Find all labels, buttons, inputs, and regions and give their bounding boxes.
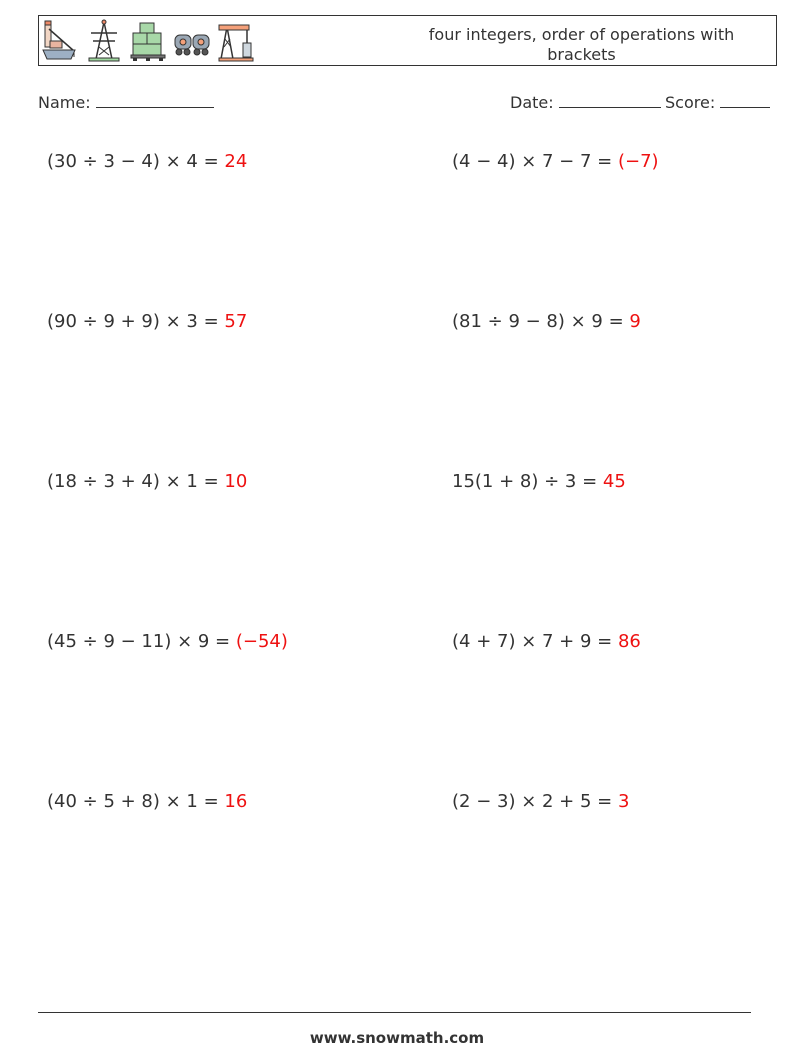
problem-8 [452, 631, 641, 652]
problem-7 [47, 631, 288, 652]
problem-4 [452, 311, 641, 332]
name-field[interactable] [38, 92, 214, 112]
power-tower-icon [85, 19, 123, 63]
footer-divider [38, 1012, 751, 1013]
problem-answer: (−7) [617, 151, 659, 172]
date-field[interactable] [510, 92, 661, 112]
problem-expression: (90 ÷ 9 + 9) × 3 = [47, 311, 225, 332]
score-blank[interactable] [720, 92, 770, 108]
date-label: Date: [510, 93, 554, 112]
score-field[interactable] [665, 92, 770, 112]
score-label: Score: [665, 93, 716, 112]
problem-answer: 86 [617, 631, 641, 652]
problem-expression: (18 ÷ 3 + 4) × 1 = [47, 471, 225, 492]
problem-answer: 24 [224, 151, 248, 172]
worksheet-title: four integers, order of operations with brackets [428, 25, 735, 64]
problem-expression: (4 − 4) × 7 − 7 = [452, 151, 618, 172]
problem-expression: (45 ÷ 9 − 11) × 9 = [47, 631, 236, 652]
problem-expression: (2 − 3) × 2 + 5 = [452, 791, 618, 812]
oil-pump-icon [217, 19, 255, 63]
name-label: Name: [38, 93, 91, 112]
problem-2 [452, 151, 659, 172]
problem-expression: (4 + 7) × 7 + 9 = [452, 631, 618, 652]
problem-answer: 10 [224, 471, 248, 492]
problem-answer: 16 [224, 791, 248, 812]
cargo-pallet-icon [129, 19, 167, 63]
problem-answer: 45 [602, 471, 626, 492]
crane-ship-icon [41, 19, 79, 63]
problem-9 [47, 791, 247, 812]
name-blank[interactable] [96, 92, 214, 108]
problem-10 [452, 791, 629, 812]
tanker-train-icon [173, 19, 211, 63]
problem-3 [47, 311, 247, 332]
problem-answer: (−54) [235, 631, 288, 652]
problem-expression: 15(1 + 8) ÷ 3 = [452, 471, 603, 492]
header-icons [41, 18, 255, 64]
problem-expression: (40 ÷ 5 + 8) × 1 = [47, 791, 225, 812]
date-blank[interactable] [559, 92, 661, 108]
worksheet-header [38, 15, 777, 66]
problem-answer: 3 [617, 791, 630, 812]
problem-expression: (30 ÷ 3 − 4) × 4 = [47, 151, 225, 172]
footer-url[interactable]: www.snowmath.com [309, 1029, 485, 1047]
problem-answer: 9 [629, 311, 641, 332]
problem-6 [452, 471, 626, 492]
problem-answer: 57 [224, 311, 248, 332]
problem-1 [47, 151, 247, 172]
problem-5 [47, 471, 247, 492]
problem-expression: (81 ÷ 9 − 8) × 9 = [452, 311, 630, 332]
